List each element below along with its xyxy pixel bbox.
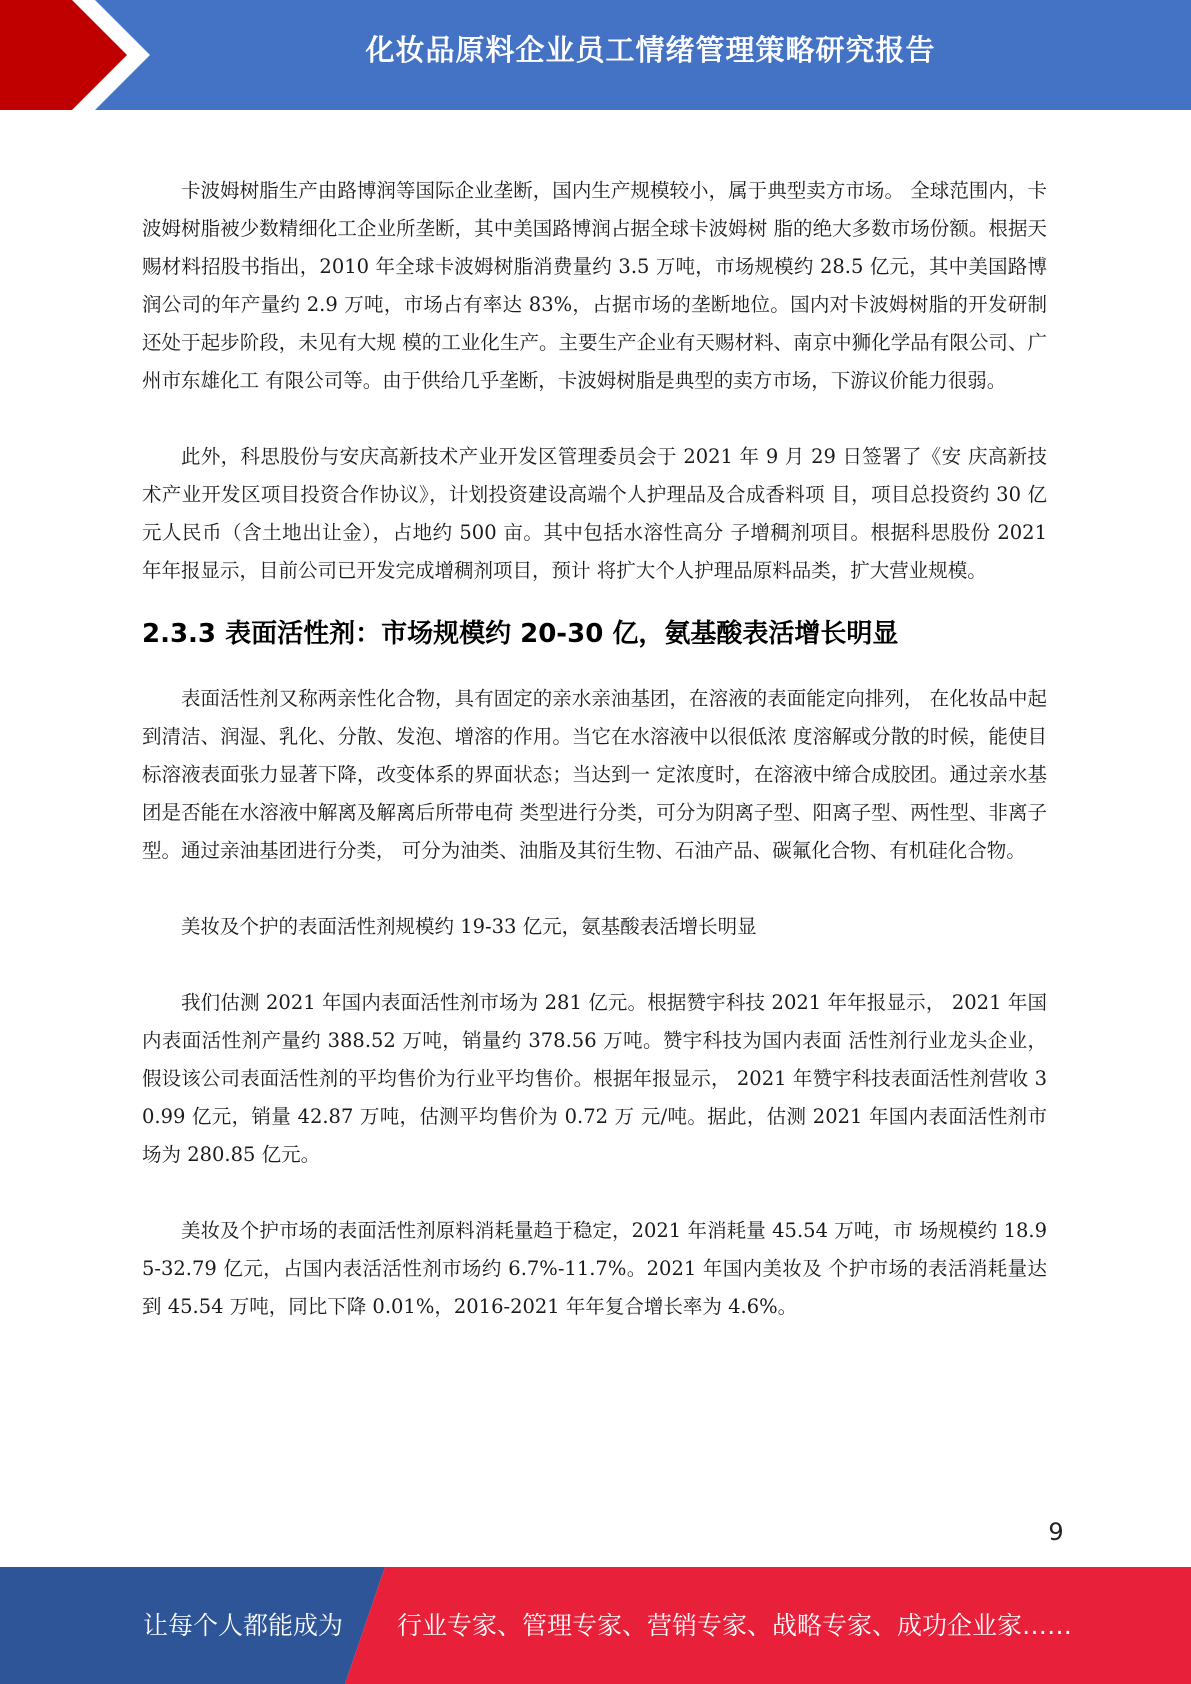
paragraph-kesi-investment: 此外，科思股份与安庆高新技术产业开发区管理委员会于 2021 年 9 月 29 日签署了《安 庆高新技术产业开发区项目投资合作协议》，计划投资建设高端个人护理品及合成香料项 目，项目总投资约 30 亿元人民币（含土地出让金），占地约 500 亩。其中包括水溶性高分 子增稠剂项目。根据科思股份 2021 年年报显示，目前公司已开发完成增稠剂项目，预计 将扩大个人护理品原料品类，扩大营业规模。 (142, 445, 1047, 582)
paragraph-surfactant-definition: 表面活性剂又称两亲性化合物，具有固定的亲水亲油基团，在溶液的表面能定向排列， 在化妆品中起到清洁、润湿、乳化、分散、发泡、增溶的作用。当它在水溶液中以很低浓 度溶解或分散的时候，能使目标溶液表面张力显著下降，改变体系的界面状态；当达到一 定浓度时，在溶液中缔合成胶团。通过亲水基团是否能在水溶液中解离及解离后所带电荷 类型进行分类，可分为阴离子型、阳离子型、两性型、非离子型。通过亲油基团进行分类， 可分为油类、油脂及其衍生物、石油产品、碳氟化合物、有机硅化合物。 (142, 687, 1047, 862)
section-heading-surfactants: 2.3.3 表面活性剂：市场规模约 20-30 亿，氨基酸表活增长明显 (142, 619, 899, 649)
page-footer (0, 1567, 1191, 1684)
paragraph-beauty-surfactant-scale: 美妆及个护的表面活性剂规模约 19-33 亿元，氨基酸表活增长明显 (181, 915, 757, 938)
document-body (142, 172, 1047, 1326)
page-number: 9 (1048, 1518, 1064, 1546)
page-header (0, 0, 1191, 110)
report-title: 化妆品原料企业员工情绪管理策略研究报告 (365, 33, 936, 67)
paragraph-carbomer: 卡波姆树脂生产由路博润等国际企业垄断，国内生产规模较小，属于典型卖方市场。 全球范围内，卡波姆树脂被少数精细化工企业所垄断，其中美国路博润占据全球卡波姆树 脂的绝大多数市场份额。根据天赐材料招股书指出，2010 年全球卡波姆树脂消费量约 3.5 万吨，市场规模约 28.5 亿元，其中美国路博润公司的年产量约 2.9 万吨，市场占有率达 83%，占据市场的垄断地位。国内对卡波姆树脂的开发研制还处于起步阶段，未见有大规 模的工业化生产。主要生产企业有天赐材料、南京中狮化学品有限公司、广州市东雄化工 有限公司等。由于供给几乎垄断，卡波姆树脂是典型的卖方市场，下游议价能力很弱。 (142, 179, 1047, 392)
paragraph-consumption: 美妆及个护市场的表面活性剂原料消耗量趋于稳定，2021 年消耗量 45.54 万吨，市 场规模约 18.95-32.79 亿元，占国内表活活性剂市场约 6.7%-11.7%。2021 年国内美妆及 个护市场的表活消耗量达到 45.54 万吨，同比下降 0.01%，2016-2021 年年复合增长率为 4.6%。 (142, 1219, 1047, 1318)
footer-slogan-left: 让每个人都能成为 (143, 1611, 344, 1640)
footer-slogan-right: 行业专家、管理专家、营销专家、战略专家、成功企业家…… (397, 1611, 1073, 1640)
paragraph-market-estimate: 我们估测 2021 年国内表面活性剂市场为 281 亿元。根据赞宇科技 2021 年年报显示， 2021 年国内表面活性剂产量约 388.52 万吨，销量约 378.56 万吨。赞宇科技为国内表面 活性剂行业龙头企业，假设该公司表面活性剂的平均售价为行业平均售价。根据年报显示， 2021 年赞宇科技表面活性剂营收 30.99 亿元，销量 42.87 万吨，估测平均售价为 0.72 万 元/吨。据此，估测 2021 年国内表面活性剂市场为 280.85 亿元。 (142, 991, 1047, 1166)
